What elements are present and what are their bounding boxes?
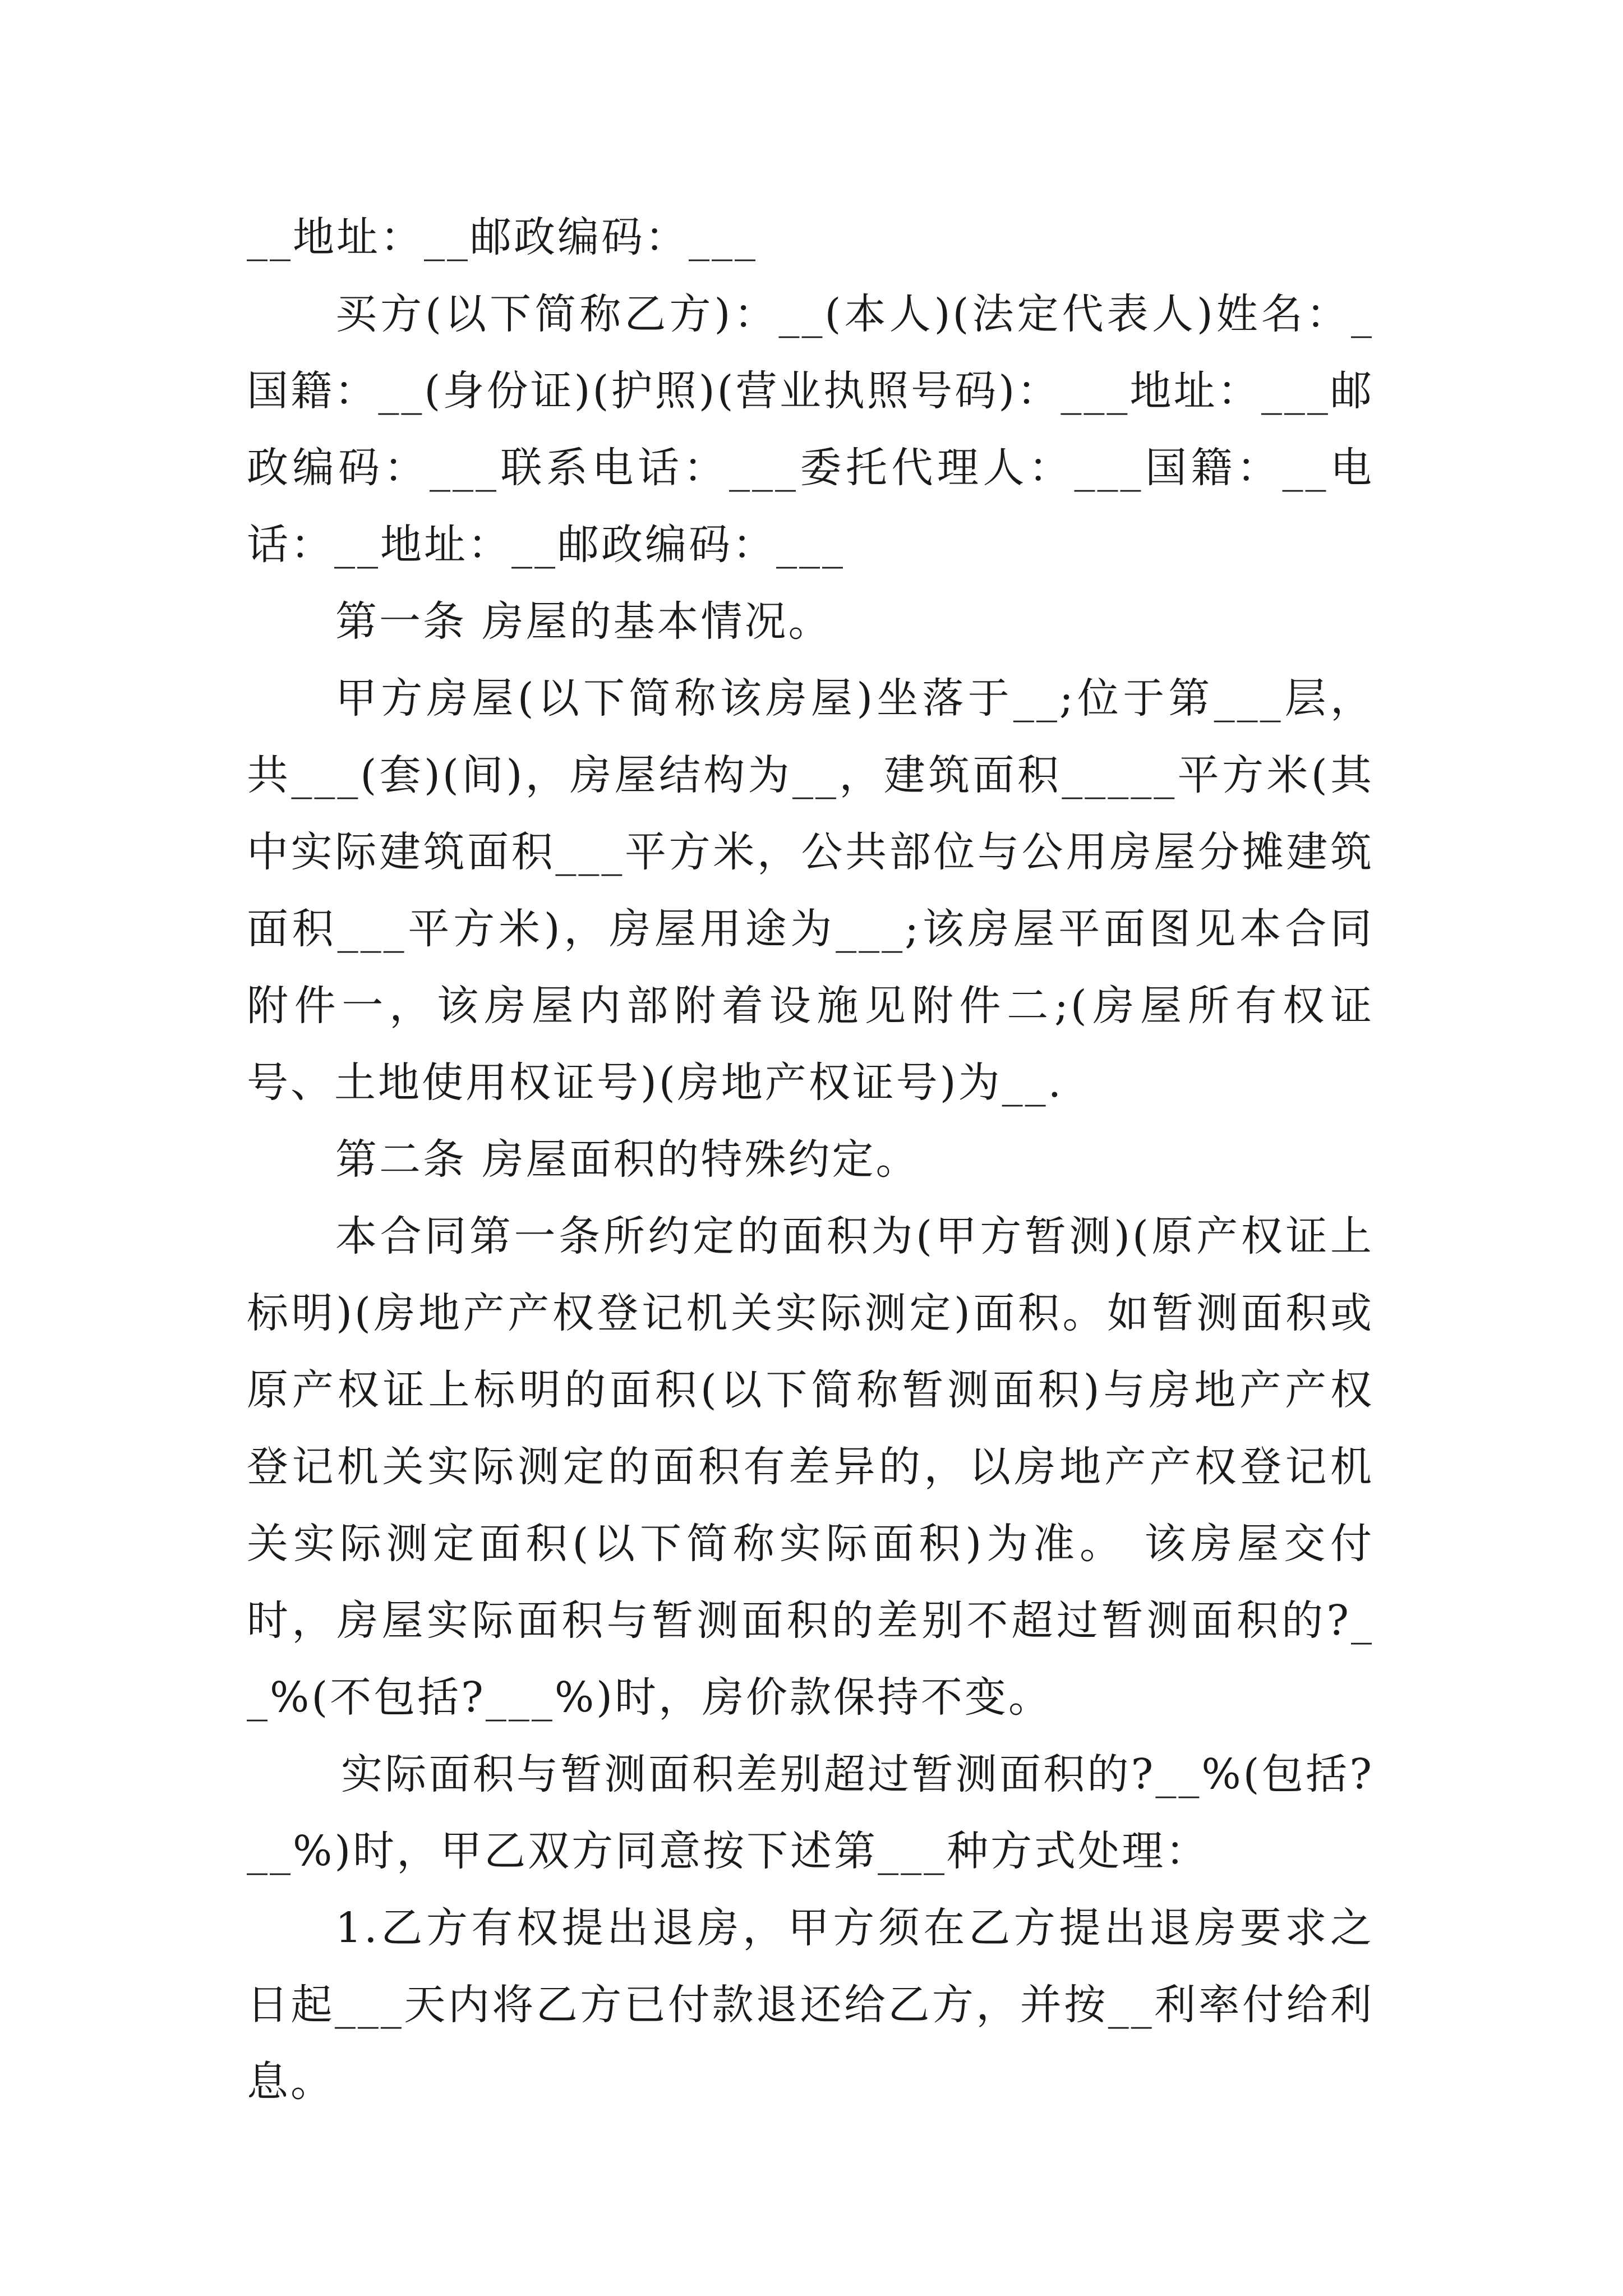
area-difference-paragraph: 实际面积与暂测面积差别超过暂测面积的?__%(包括?__%)时，甲乙双方同意按下述第___种方式处理： — [247, 1750, 1374, 1875]
article-1-body: 甲方房屋(以下简称该房屋)坐落于__;位于第___层，共___(套)(间)，房屋结构为__，建筑面积_____平方米(其中实际建筑面积___平方米，公共部位与公用房屋分摊建筑面积___平方米)，房屋用途为___;该房屋平面图见本合同附件一，该房屋内部附着设施见附件二;(房屋所有权证号、土地使用权证号)(房地产权证号)为__. — [247, 674, 1374, 1107]
article-2-body: 本合同第一条所约定的面积为(甲方暂测)(原产权证上标明)(房地产产权登记机关实际测定)面积。如暂测面积或原产权证上标明的面积(以下简称暂测面积)与房地产产权登记机关实际测定的面积有差异的，以房地产产权登记机关实际测定面积(以下简称实际面积)为准。 该房屋交付时，房屋实际面积与暂测面积的差别不超过暂测面积的?__%(不包括?___%)时，房价款保持不变。 — [247, 1212, 1374, 1722]
seller-address-line: __地址：__邮政编码：___ — [247, 213, 758, 261]
option-1-paragraph: 1.乙方有权提出退房，甲方须在乙方提出退房要求之日起___天内将乙方已付款退还给乙方，并按__利率付给利息。 — [247, 1904, 1374, 2106]
article-2-heading: 第二条 房屋面积的特殊约定。 — [335, 1135, 920, 1184]
contract-body — [247, 199, 1374, 2120]
buyer-info-paragraph: 买方(以下简称乙方)：__(本人)(法定代表人)姓名：_国籍：__(身份证)(护照)(营业执照号码)：___地址：___邮政编码：___联系电话：___委托代理人：___国籍：__电话：__地址：__邮政编码：___ — [247, 290, 1374, 569]
article-1-heading: 第一条 房屋的基本情况。 — [335, 597, 832, 646]
